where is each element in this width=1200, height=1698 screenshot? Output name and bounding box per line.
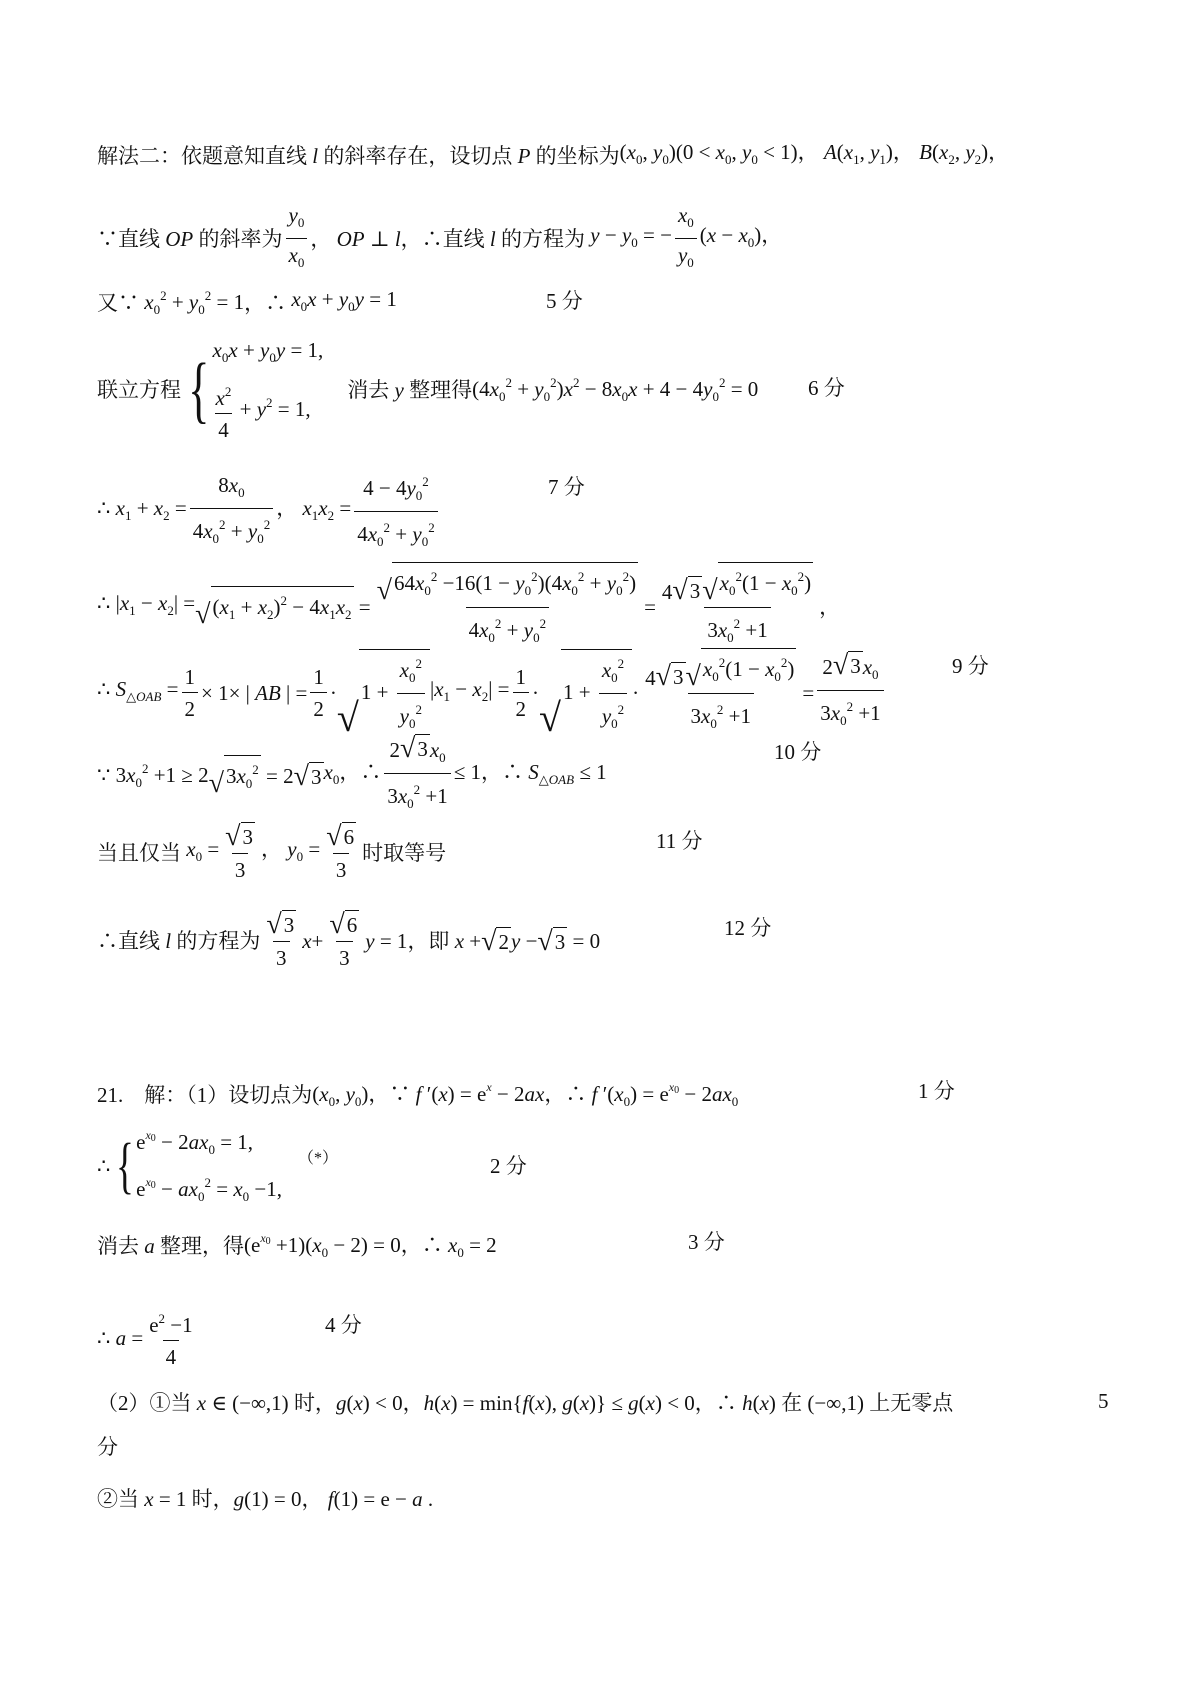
- line-15b: [97, 1433, 1140, 1461]
- text: 当且仅当: [97, 841, 181, 865]
- text: （*）: [297, 1150, 338, 1167]
- score-5: 5 分: [546, 289, 583, 313]
- text: 的坐标为: [535, 144, 620, 168]
- score-4: 4 分: [325, 1313, 362, 1337]
- line-8: ∵ $3x_0^2 +1 \ge 2$ √ $3x_0^2$ = 2 √ 3 $x_0$，∴ 2 √ 3 $x_0$ $3x_0^2 +1$ ≤ 1，∴ $S_{\triangle OAB} \le 1$: [97, 734, 1140, 818]
- text: ，∴: [244, 291, 287, 315]
- line-9: 当且仅当 $x_0$ = √ 3 3 ， $y_0$ = √ 6 3 时取等号: [97, 821, 447, 882]
- line-2: ∵直线 OP 的斜率为 $\frac{y_0}{x_0}$ ， OP ⊥ l ，∴直线 l 的方程为 $y - y_0$ = − $\frac{x_0}{y_0}$ $(x - x_0)$，: [97, 201, 1140, 277]
- text: ∴直线: [97, 929, 160, 953]
- text: 整理，得: [160, 1233, 244, 1258]
- text: 的方程为: [176, 929, 261, 953]
- line-16: ②当 x = 1 时， g(1) = 0， f(1) = e − a .: [97, 1487, 434, 1511]
- line-5: ∴ $x_1 + x_2$ = $\frac{8x_0}{4x_0^2 + y_0^2}$ ， $x_1x_2$ = $\frac{4 - 4y_0^2}{4x_0^2 + y_0^2}$: [97, 468, 1140, 556]
- score-5b: 5: [1098, 1389, 1109, 1413]
- line-13: 消去 a 整理，得 $(e^{x0} +1)(x_0 - 2) = 0$，∴ $x_0 = 2$: [97, 1231, 497, 1260]
- text: 时，: [191, 1487, 234, 1511]
- text: 消去: [347, 378, 390, 402]
- text: ，∴直线: [400, 227, 485, 251]
- score-12: 12 分: [724, 916, 772, 940]
- line-11: 21. 解：（1）设切点为 ($x_0$, $y_0$)，∵ f $'(x) = e^x - 2ax$，∴ f $'(x_0) = e^{x0} - 2ax_0$: [97, 1080, 739, 1109]
- line-3: 又∵ $x_0^2 + y_0^2 = 1$ ，∴ $x_0x + y_0y = 1$: [97, 287, 397, 317]
- score-7: 7 分: [548, 475, 585, 499]
- text: 消去: [97, 1233, 139, 1258]
- text: 解法二：依题意知直线: [97, 144, 307, 168]
- line-6: ∴ $|x_1 - x_2|$ = √ $(x_1 + x_2)^2 - 4x_1x_2$ = √ $64x_0^2 -16(1 - y_0^2)(4x_0^2 + y_0^2)$ $4x_0^2 + y_0^2$ = 4 √ 3 √ $x_0^2(1 - x_0^2)$ $3x_0^2 +1$ ，: [97, 562, 1140, 652]
- line-7: ∴ $S_{\triangle OAB}$ = $\frac{1}{2}$ × 1× | AB | = $\frac{1}{2}$ · √ 1 + $\frac{x_0^2}{y_0^2}$ $|x_1 - x_2|$ = $\frac{1}{2}$ · √ 1 + $\frac{x_0^2}{y_0^2}$ · 4 √ 3 √ $x_0^2(1 - x_0^2)$ $3x_0^2 +1$ = 2 √ 3 $x_0$ $3x_0^2 +1$: [97, 648, 1140, 738]
- text: 上无零点: [869, 1391, 954, 1415]
- text: 的斜率为: [198, 227, 283, 251]
- text: （2）①当: [97, 1391, 192, 1415]
- score-2: 2 分: [490, 1154, 527, 1178]
- text: ，即: [407, 929, 450, 953]
- line-4: 联立方程 { $x_0x + y_0y = 1$, $\frac{x^2}{4}$ + $y^2 = 1$, 消去 y 整理得 $(4x_0^2 + y_0^2)x^2 - 8x_0x + 4 - 4y_0^2 = 0$: [97, 338, 759, 442]
- text: 整理得: [409, 378, 473, 402]
- score-1: 1 分: [918, 1079, 955, 1103]
- line-10: ∴直线 l 的方程为 √ 3 3 x + √ 6 3 y = 1 ，即 x + √ 2 y − √ 3 = 0: [97, 909, 601, 970]
- text: 时，: [293, 1391, 336, 1415]
- line-15: （2）①当 x ∈ (−∞,1) 时， g(x) < 0，h(x) = min{f(x), g(x)} ≤ g(x) < 0，∴ h(x) 在 (−∞,1) 上无零点: [97, 1391, 954, 1415]
- text: ∵直线: [97, 227, 160, 251]
- score-11: 11 分: [656, 829, 703, 853]
- line-14: ∴ a = $\frac{e^2 -1}{4}$: [97, 1311, 193, 1369]
- score-6: 6 分: [808, 376, 845, 400]
- text: 又∵: [97, 291, 139, 315]
- line-12: ∴ { $e^{x0} - 2ax_0 = 1$, $e^{x0} - ax_0^2 = x_0 -1$, （*）: [97, 1128, 338, 1204]
- text: 的方程为: [501, 227, 586, 251]
- text: 在: [781, 1391, 803, 1415]
- text: 时取等号: [362, 841, 447, 865]
- text: 21. 解：（1）设切点为: [97, 1082, 313, 1107]
- text: 联立方程: [97, 378, 181, 402]
- text: ②当: [97, 1487, 139, 1511]
- text: 分: [97, 1435, 118, 1459]
- text: 的斜率存在，设切点: [323, 144, 513, 168]
- line-1: 解法二：依题意知直线 l 的斜率存在，设切点 P 的坐标为 ($x_0$, $y_0)(0 < x_0$, $y_0 < 1$)， $A(x_1$, $y_1$)， $B(x_2$, $y_2$)，: [97, 140, 1010, 168]
- score-10: 10 分: [774, 740, 822, 764]
- score-9: 9 分: [952, 654, 989, 678]
- score-3: 3 分: [688, 1230, 725, 1254]
